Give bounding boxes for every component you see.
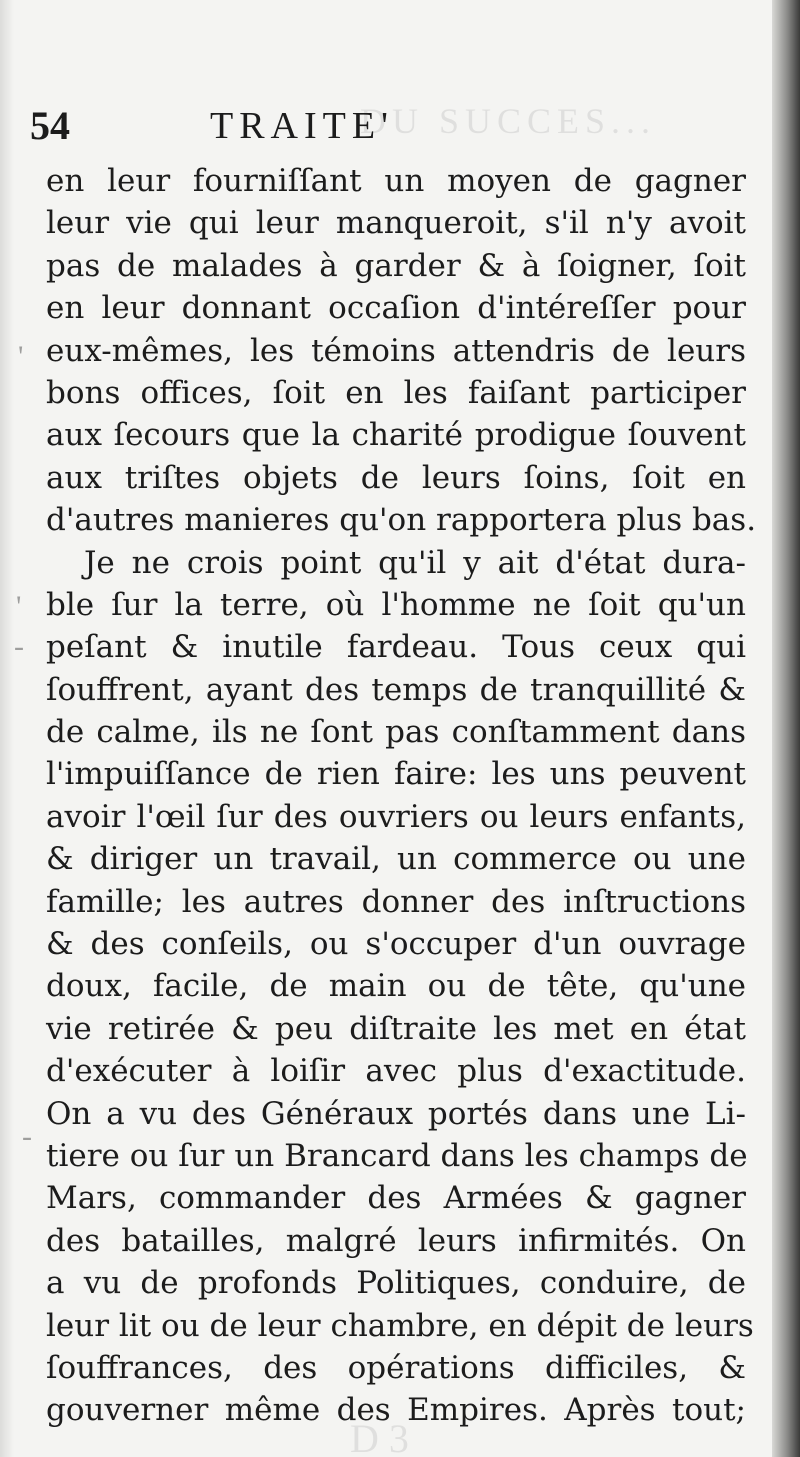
page-edge-shadow: [772, 0, 800, 1457]
margin-speck: -: [22, 1120, 32, 1153]
body-text: [46, 160, 757, 1429]
margin-speck: ': [16, 590, 22, 623]
text-line: & diriger un travail, un commerce ou une: [46, 841, 746, 878]
text-line: leur lit ou de leur chambre, en dépit de leurs: [46, 1307, 754, 1344]
text-line: famille; les autres donner des inſtructions: [46, 883, 746, 920]
margin-speck: ': [18, 340, 24, 373]
margin-speck: -: [14, 630, 24, 663]
text-line: Mars, commander des Armées & gagner: [46, 1180, 746, 1217]
paragraph-start-line: Je ne crois point qu'il y ait d'état dura-: [84, 544, 746, 581]
show-through-signature: D 3: [350, 1416, 409, 1457]
text-line: a vu de profonds Politiques, conduire, de: [46, 1265, 746, 1302]
text-line: en leur fourniſſant un moyen de gagner: [46, 163, 746, 199]
text-line: d'exécuter à loiſir avec plus d'exactitude.: [46, 1053, 746, 1090]
text-line: peſant & inutile fardeau. Tous ceux qui: [46, 629, 746, 666]
text-line: aux triſtes objets de leurs ſoins, ſoit en: [46, 459, 746, 496]
text-line: de calme, ils ne ſont pas conſtamment dans: [46, 714, 746, 751]
page-gutter-shadow: [0, 0, 14, 1457]
text-line: bons offices, ſoit en les faiſant participer: [46, 374, 746, 411]
text-line: avoir l'œil ſur des ouvriers ou leurs enfants,: [46, 798, 746, 835]
text-line: leur vie qui leur manqueroit, s'il n'y avoit: [46, 205, 746, 242]
text-line: gouverner même des Empires. Après tout;: [46, 1392, 746, 1429]
text-line: en leur donnant occaſion d'intéreſſer pour: [46, 290, 746, 327]
text-line: ſouffrent, ayant des temps de tranquillité &: [46, 671, 746, 708]
text-line: On a vu des Généraux portés dans une Li-: [46, 1095, 746, 1132]
text-line: eux-mêmes, les témoins attendris de leurs: [46, 332, 746, 369]
text-line: ſouffrances, des opérations difficiles, &: [46, 1349, 746, 1386]
text-line: tiere ou ſur un Brancard dans les champs de: [46, 1137, 748, 1174]
page-header: [30, 96, 730, 156]
text-line: & des conſeils, ou s'occuper d'un ouvrage: [46, 926, 746, 963]
running-head: TRAITE': [210, 105, 394, 147]
text-line: d'autres manieres qu'on rapportera plus bas.: [46, 502, 757, 539]
text-line: pas de malades à garder & à ſoigner, ſoit: [46, 247, 746, 284]
text-line: vie retirée & peu diſtraite les met en état: [46, 1010, 746, 1047]
text-line: doux, facile, de main ou de tête, qu'une: [46, 968, 746, 1005]
text-line: ble ſur la terre, où l'homme ne ſoit qu'un: [46, 586, 746, 623]
page-number: 54: [30, 103, 70, 148]
text-line: l'impuiſſance de rien faire: les uns peuvent: [46, 756, 746, 793]
text-line: aux ſecours que la charité prodigue ſouvent: [46, 417, 746, 454]
text-line: des batailles, malgré leurs infirmités. On: [46, 1222, 746, 1259]
show-through-running-head: DU SUCCES...: [360, 101, 657, 141]
